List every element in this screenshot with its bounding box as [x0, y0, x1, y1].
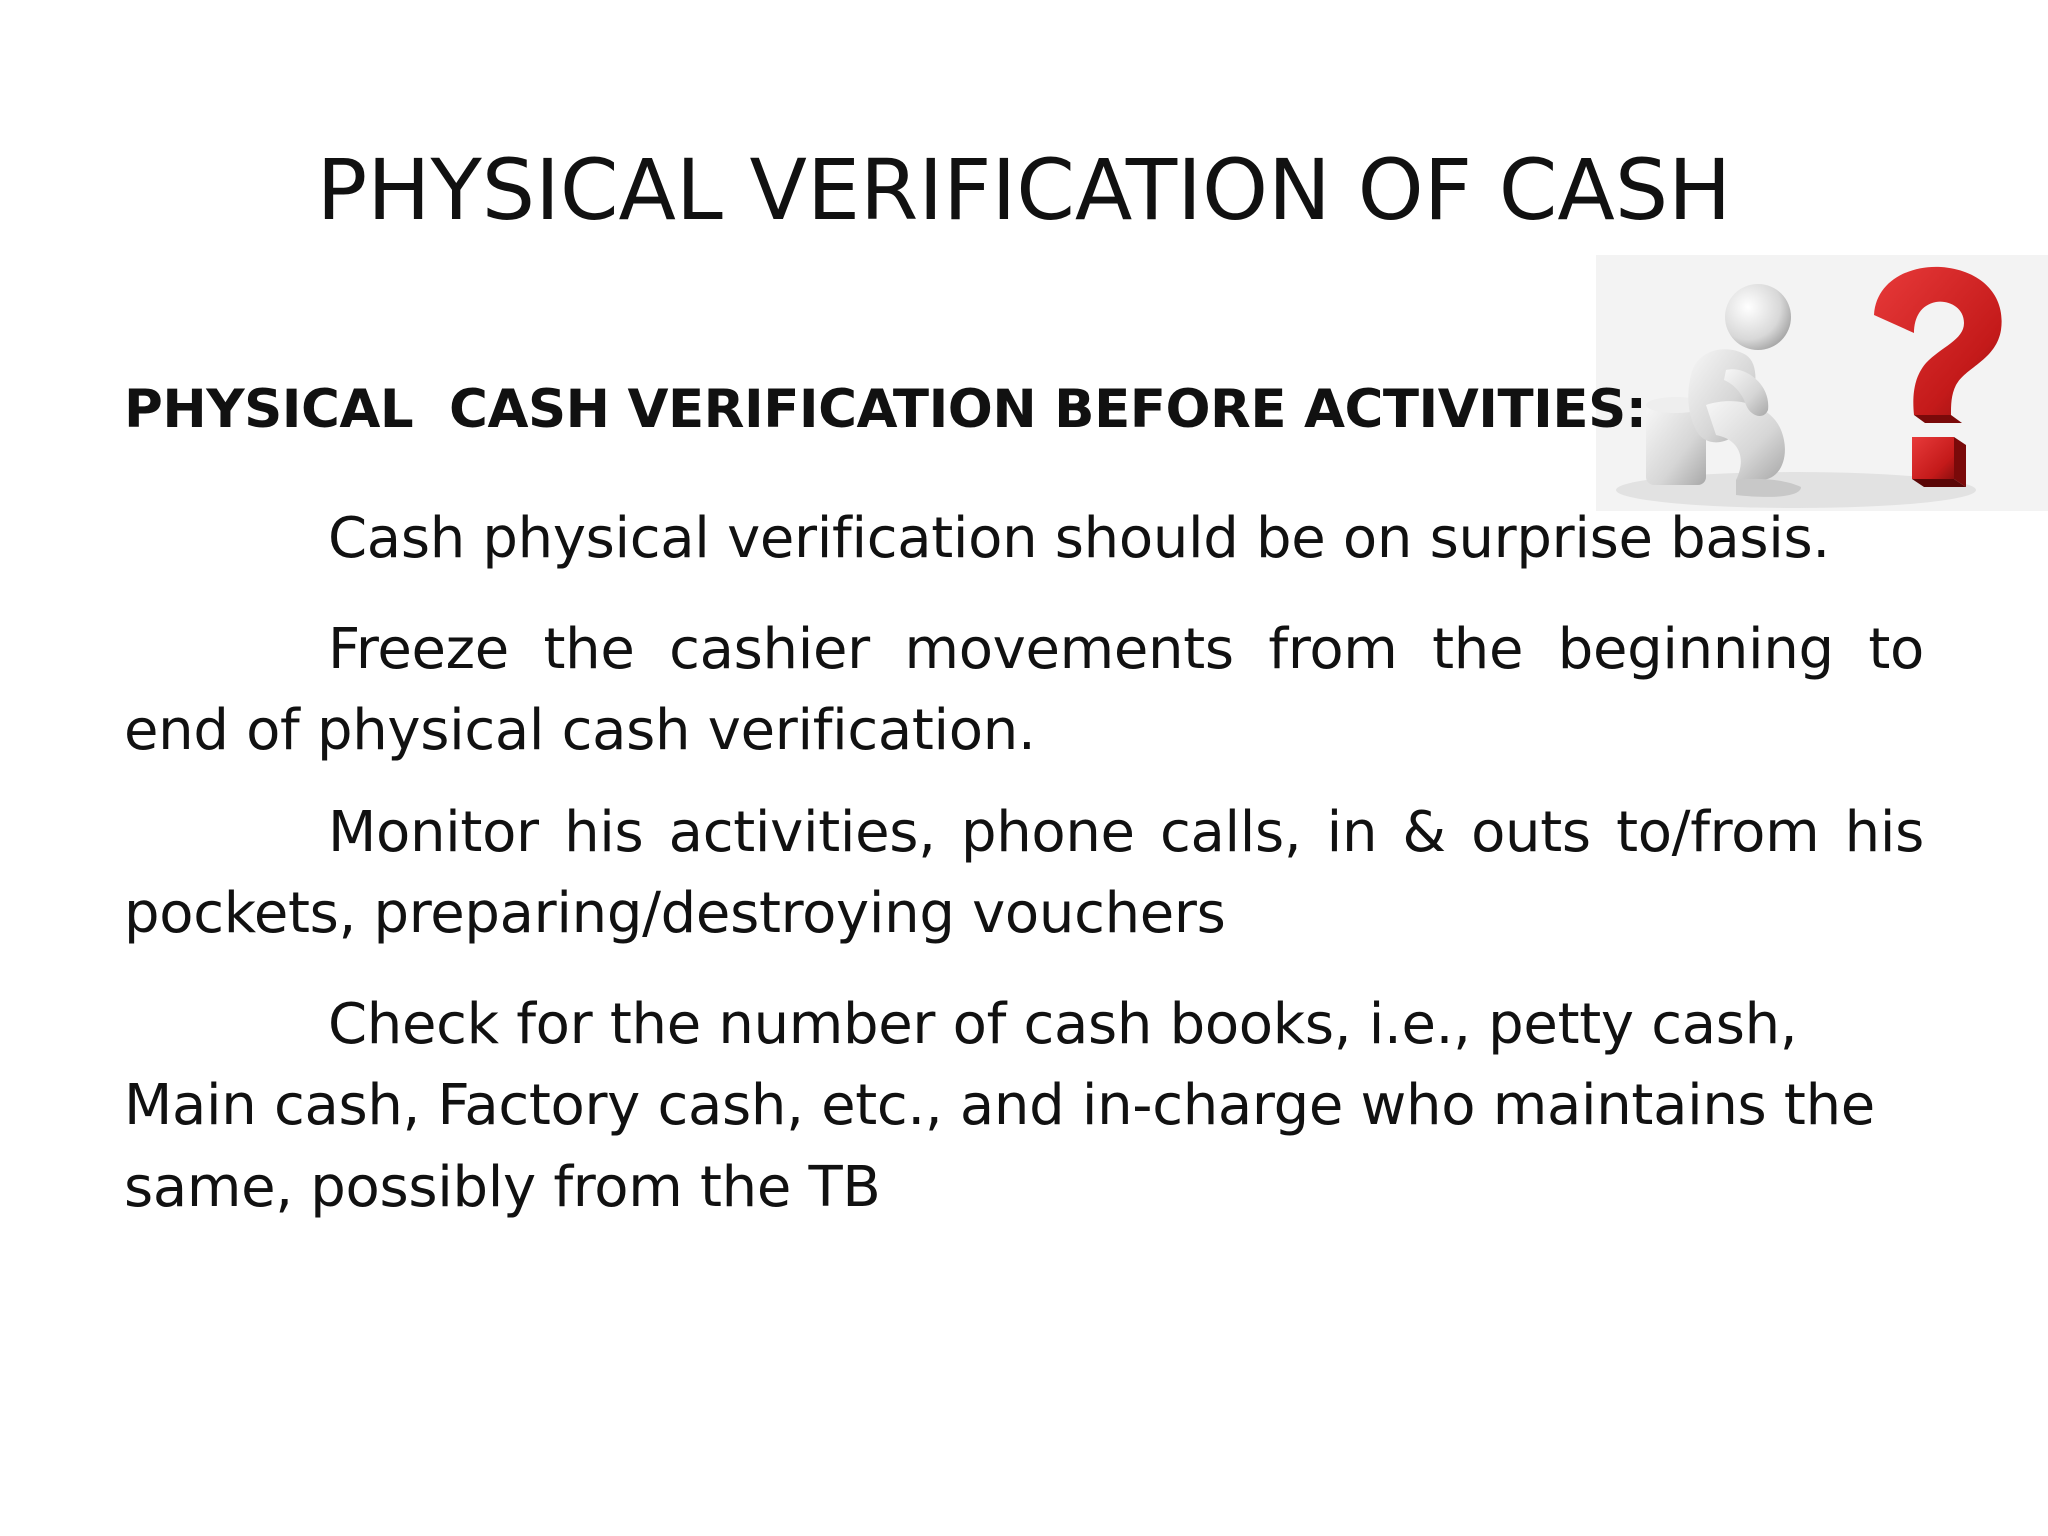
slide-title: PHYSICAL VERIFICATION OF CASH	[316, 141, 1732, 239]
paragraph-surprise-basis: Cash physical verification should be on surprise basis.	[328, 506, 1830, 571]
paragraph-monitor-activities: Monitor his activities, phone calls, in & outs to/from his pockets, preparing/destroying vouchers	[124, 799, 1924, 946]
paragraph-check-cash-books: Check for the number of cash books, i.e., petty cash, Main cash, Factory cash, etc., and in-charge who maintains the same, possibly from the TB	[124, 991, 1875, 1220]
thinking-person-question-mark-icon	[1596, 255, 2048, 511]
body-paragraphs	[124, 498, 1924, 1257]
section-subheading: PHYSICAL CASH VERIFICATION BEFORE ACTIVITIES:	[124, 379, 1647, 440]
paragraph-freeze-cashier: Freeze the cashier movements from the beginning to end of physical cash verification.	[124, 616, 1924, 763]
